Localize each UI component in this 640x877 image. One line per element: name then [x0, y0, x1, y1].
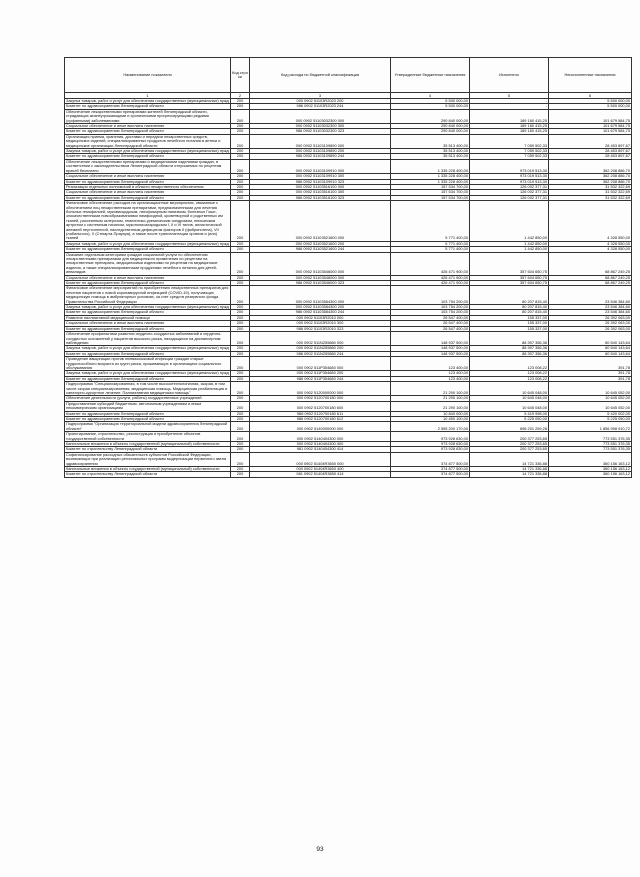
row-unexecuted: 68 867 249,25 — [549, 252, 632, 275]
row-approved: 148 937 500,00 — [391, 332, 470, 346]
row-budget-code: 000 0902 51103032300 300 — [250, 124, 391, 129]
row-code: 200 — [231, 346, 250, 351]
row-executed: 14 721 336,88 — [470, 467, 549, 472]
row-name: Финансовое обеспечение расходов на организационные мероприятия, связанные с обеспечением лиц лекарственными препаратами, предназначенными для лечения больных гемофилией, муковисцидозом, гипофизарным нанизмом, болезнью Гоше, злокачественными новообразованиями лимфоидной, кроветворной и родственных им тканей, рассеянным склерозом, гемолитико-уремическим синдромом, юношеским артритом с системным началом, мукополисахаридозом I, II и VI типов, апластической анемией неуточненной, наследственным дефицитом факторов II (фибриногена), VII (лабильного), X (Стюарта-Прауэра), а также после трансплантации органов и (или) тканей — [65, 201, 231, 242]
row-executed: 10 645 048,00 — [470, 396, 549, 401]
row-approved: 21 290 100,00 — [391, 401, 470, 411]
row-name: Комитет по здравоохранению Ленинградской области — [65, 417, 231, 422]
row-name: Проведение вакцинации против пневмококковой инфекции граждан старше трудоспособного возраста из групп риска, проживающих в организациях социального обслуживания — [65, 357, 231, 371]
row-budget-code: 000 0902 51103109910 300 — [250, 174, 391, 179]
row-budget-code: 986 0902 51103521600 244 — [250, 247, 391, 252]
row-name: Закупка товаров, работ и услуг для обеспечения государственных (муниципальных) нужд — [66, 241, 229, 246]
row-name: Капитальные вложения в объекты государственной (муниципальной) собственности — [65, 467, 231, 472]
row-name: Обеспечение лекарственными препаратами жителей Ленинградской области, страдающих жизнеугрожающими и хроническими прогрессирующими редкими (орфанными) заболеваниями — [65, 109, 231, 123]
row-approved: 374 877 500,00 — [391, 467, 470, 472]
row-code: 200 — [231, 332, 250, 346]
row-code: 200 — [231, 104, 250, 109]
row-unexecuted: 391,78 — [549, 371, 632, 376]
row-executed: 7 059 502,33 — [470, 154, 549, 159]
budget-execution-table — [64, 57, 632, 478]
row-unexecuted: 28 453 897,67 — [549, 149, 632, 154]
row-executed: - — [470, 99, 549, 104]
row-unexecuted: 26 392 063,00 — [549, 315, 632, 320]
row-name: Комитет по здравоохранению Ленинградской области — [65, 326, 231, 331]
row-code: 200 — [231, 315, 250, 320]
row-name: Комитет по здравоохранению Ленинградской области — [65, 376, 231, 381]
row-executed: 5 419 998,00 — [470, 411, 549, 416]
row-unexecuted: 31 532 322,69 — [549, 184, 632, 189]
row-code: 200 — [231, 467, 250, 472]
table-row — [65, 332, 632, 346]
column-index: 6 — [549, 93, 632, 99]
row-code: 200 — [231, 452, 250, 466]
row-budget-code: 000 0902 5140404300 000 — [250, 432, 391, 442]
row-budget-code: 986 0902 51103546000 323 — [250, 281, 391, 286]
row-budget-code: 000 0902 5120700180 000 — [250, 396, 391, 401]
row-approved: 21 290 100,00 — [391, 396, 470, 401]
row-name: Закупка товаров, работ и услуг для обеспечения государственных (муниципальных) нужд — [66, 345, 229, 351]
row-unexecuted: 101 679 584,75 — [549, 124, 632, 129]
row-executed: 973 019 513,30 — [470, 159, 549, 173]
row-budget-code: 000 0902 5120000000 000 — [250, 382, 391, 396]
column-index: 2 — [231, 93, 250, 99]
row-code: 200 — [231, 252, 250, 275]
row-approved: 5 771 400,00 — [391, 201, 470, 242]
table-row — [65, 382, 632, 396]
row-approved: 374 877 500,00 — [391, 452, 470, 466]
row-code: 200 — [231, 129, 250, 134]
row-budget-code: 986 0902 51103584300 244 — [250, 310, 391, 315]
row-executed: 80 207 815,40 — [470, 310, 549, 315]
header-budget-classification: Код расхода по бюджетной классификации — [250, 58, 391, 93]
column-index: 1 — [65, 93, 231, 99]
row-approved: 10 840 000,00 — [391, 411, 470, 416]
row-approved: 1 335 228 400,00 — [391, 159, 470, 173]
row-name: Софинансирование расходных обязательств субъектов Российской Федерации, возникающих при реализации региональных программ модернизации первичного звена здравоохранения — [65, 452, 231, 466]
row-budget-code: 981 0902 5140404300 414 — [250, 447, 391, 452]
row-name: Закупка товаров, работ и услуг для обеспечения государственных (муниципальных) нужд — [66, 148, 229, 154]
row-unexecuted: 23 546 384,60 — [549, 286, 632, 305]
row-budget-code: 000 0902 511P354680 200 — [250, 371, 391, 376]
row-approved: 5 500 000,00 — [391, 99, 470, 104]
row-approved: 103 754 200,00 — [391, 305, 470, 310]
row-approved: 157 534 700,00 — [391, 184, 470, 189]
row-unexecuted: 68 867 249,25 — [549, 281, 632, 286]
row-budget-code: 000 0902 51103516100 300 — [250, 190, 391, 195]
row-executed: 7 059 502,33 — [470, 149, 549, 154]
row-approved: 26 547 400,00 — [391, 321, 470, 326]
row-code: 200 — [231, 326, 250, 331]
row-name: Подпрограмма "Специализированная, в том числе высокотехнологичная, скорая, в том числе скорая специализированная, медицинская помощь. Медицинская реабилитация и санаторно-курортное лечение. Паллиативная медицинская помощь" — [65, 382, 231, 396]
row-name: Комитет по здравоохранению Ленинградской области — [65, 179, 231, 184]
row-executed: 357 604 650,75 — [470, 275, 549, 280]
row-name: Обеспечение деятельности (услуги, работы) государственных учреждений — [65, 396, 231, 401]
row-approved: 103 754 200,00 — [391, 310, 470, 315]
row-executed: 126 002 377,31 — [470, 184, 549, 189]
row-unexecuted: 23 546 384,60 — [549, 310, 632, 315]
row-executed: 1 442 850,00 — [470, 201, 549, 242]
row-budget-code: 986 0902 51103109890 244 — [250, 154, 391, 159]
row-approved: 290 840 000,00 — [391, 129, 470, 134]
row-executed: 698 201 259,28 — [470, 422, 549, 432]
row-executed: 189 160 415,25 — [470, 124, 549, 129]
row-code: 200 — [231, 351, 250, 356]
row-approved: 148 937 500,00 — [391, 351, 470, 356]
row-name: Закупка товаров, работ и услуг для обеспечения государственных (муниципальных) нужд — [66, 370, 229, 376]
row-unexecuted: 773 551 376,35 — [549, 432, 632, 442]
row-unexecuted: 5 500 000,00 — [549, 99, 632, 104]
row-unexecuted: 362 208 886,70 — [549, 179, 632, 184]
row-name: Комитет по здравоохранению Ленинградской области — [65, 310, 231, 315]
row-code: 200 — [231, 201, 250, 242]
row-executed: 123 008,22 — [470, 371, 549, 376]
table-header-row — [65, 58, 632, 93]
row-code: 200 — [231, 154, 250, 159]
row-budget-code: 000 0902 51103032300 000 — [250, 109, 391, 123]
column-index: 4 — [391, 93, 470, 99]
row-budget-code: 000 0902 51103R2010 000 — [250, 315, 391, 320]
row-executed: 155 337,00 — [470, 321, 549, 326]
row-approved: 426 471 900,00 — [391, 281, 470, 286]
row-code: 200 — [231, 281, 250, 286]
row-budget-code: 986 0902 51103032300 323 — [250, 129, 391, 134]
table-row — [65, 401, 632, 411]
row-executed: 126 002 377,31 — [470, 190, 549, 195]
row-executed: 14 721 336,88 — [470, 452, 549, 466]
row-approved: 157 534 700,00 — [391, 190, 470, 195]
row-approved: 35 513 400,00 — [391, 134, 470, 148]
row-name: Развитие паллиативной медицинской помощи — [65, 315, 231, 320]
row-code: 200 — [231, 382, 250, 396]
row-budget-code: 000 0902 51103584300 000 — [250, 286, 391, 305]
row-executed: 5 225 050,00 — [470, 417, 549, 422]
row-unexecuted: 5 500 000,00 — [549, 104, 632, 109]
header-name: Наименование показателя — [65, 58, 231, 93]
row-approved: 123 400,00 — [391, 371, 470, 376]
row-unexecuted: 26 392 063,00 — [549, 326, 632, 331]
header-unexecuted: Неисполненные назначения — [549, 58, 632, 93]
row-unexecuted: 68 867 249,25 — [549, 275, 632, 280]
table-row — [65, 452, 632, 466]
row-executed: 1 442 850,00 — [470, 241, 549, 246]
row-name: Комитет по здравоохранению Ленинградской области — [65, 247, 231, 252]
table-row — [65, 422, 632, 432]
row-approved: 5 500 000,00 — [391, 104, 470, 109]
row-approved: 123 400,00 — [391, 376, 470, 381]
row-name: Оказание отдельным категориям граждан социальной услуги по обеспечению лекарственными препаратами для медицинского применения по рецептам на лекарственные препараты, медицинскими изделиями по рецептам на медицинские изделия, а также специализированными продуктами лечебного питания для детей-инвалидов — [65, 252, 231, 275]
row-executed: 10 645 048,00 — [470, 401, 549, 411]
row-name: Проектирование, строительство, реконструкция и приобретение объектов государственной собственности — [65, 432, 231, 442]
row-executed: 1 442 850,00 — [470, 247, 549, 252]
row-unexecuted: 773 551 376,35 — [549, 447, 632, 452]
row-unexecuted: 362 208 886,70 — [549, 174, 632, 179]
row-approved: 1 335 228 400,00 — [391, 179, 470, 184]
row-code: 200 — [231, 396, 250, 401]
row-approved: 374 877 500,00 — [391, 472, 470, 477]
row-name: Обеспечение лекарственными препаратами и медицинскими изделиями граждан, в соответствии с законодательством Ленинградской области отпускаемых по рецептам врачей бесплатно — [65, 159, 231, 173]
page-number: 93 — [316, 846, 324, 853]
row-approved: 35 513 400,00 — [391, 149, 470, 154]
row-approved: 21 290 100,00 — [391, 382, 470, 396]
row-approved: 290 840 000,00 — [391, 109, 470, 123]
row-unexecuted: 31 532 322,69 — [549, 195, 632, 200]
row-code: 200 — [231, 247, 250, 252]
row-unexecuted: 360 156 163,12 — [549, 472, 632, 477]
header-executed: Исполнено — [470, 58, 549, 93]
row-name: Комитет по здравоохранению Ленинградской области — [65, 281, 231, 286]
row-name: Капитальные вложения в объекты государственной (муниципальной) собственности — [65, 442, 231, 447]
row-approved: 5 771 400,00 — [391, 241, 470, 246]
row-code: 200 — [231, 124, 250, 129]
row-unexecuted: 28 453 897,67 — [549, 154, 632, 159]
row-unexecuted: 26 392 063,00 — [549, 321, 632, 326]
row-name: Подпрограмма "Организация территориальной модели здравоохранения Ленинградской области" — [65, 422, 231, 432]
header-approved: Утвержденные бюджетные назначения — [391, 58, 470, 93]
row-budget-code: 000 0902 511N255860 000 — [250, 332, 391, 346]
table-row — [65, 159, 632, 173]
row-approved: 5 771 400,00 — [391, 247, 470, 252]
row-approved: 2 555 200 170,00 — [391, 422, 470, 432]
row-name: Социальное обеспечение и иные выплаты населению — [65, 124, 231, 129]
row-code: 200 — [231, 99, 250, 104]
row-name: Социальное обеспечение и иные выплаты населению — [65, 174, 231, 179]
row-name: Реализация отдельных полномочий в области лекарственного обеспечения — [65, 184, 231, 189]
row-executed: 200 377 253,65 — [470, 442, 549, 447]
row-approved: 1 335 228 400,00 — [391, 174, 470, 179]
row-unexecuted: 1 856 998 910,72 — [549, 422, 632, 432]
row-budget-code: 000 0902 51103516100 000 — [250, 184, 391, 189]
row-code: 200 — [231, 411, 250, 416]
row-approved: 103 754 200,00 — [391, 286, 470, 305]
row-budget-code: 000 0902 5120700180 600 — [250, 401, 391, 411]
row-unexecuted: 391,78 — [549, 376, 632, 381]
row-name: Социальное обеспечение и иные выплаты населению — [65, 275, 231, 280]
row-budget-code: 000 0902 5140404300 400 — [250, 442, 391, 447]
row-executed: - — [470, 104, 549, 109]
row-unexecuted: 391,78 — [549, 357, 632, 371]
row-unexecuted: 31 532 322,69 — [549, 190, 632, 195]
row-unexecuted: 5 420 002,00 — [549, 411, 632, 416]
row-executed: 10 645 048,00 — [470, 382, 549, 396]
row-budget-code: 986 0902 5120700180 611 — [250, 411, 391, 416]
row-executed: 973 019 513,30 — [470, 179, 549, 184]
row-name: Организация приема, хранения, доставки и передачи лекарственных средств, медицинских изделий, специализированных продуктов лечебного питания в аптеки и медицинские организации Ленинградской области — [65, 134, 231, 148]
row-executed: 189 160 415,25 — [470, 109, 549, 123]
row-name: Предоставление субсидий бюджетным, автономным учреждениям и иным некоммерческим организациям — [65, 401, 231, 411]
row-executed: 88 397 356,36 — [470, 346, 549, 351]
row-budget-code: 000 0902 5140000000 000 — [250, 422, 391, 432]
row-code: 200 — [231, 305, 250, 310]
row-name: Комитет по строительству Ленинградской области — [65, 447, 231, 452]
row-unexecuted: 360 156 163,12 — [549, 467, 632, 472]
row-approved: 123 400,00 — [391, 357, 470, 371]
row-budget-code: 000 0902 51103109890 200 — [250, 149, 391, 154]
row-code: 200 — [231, 174, 250, 179]
row-code: 200 — [231, 134, 250, 148]
row-executed: 7 059 502,33 — [470, 134, 549, 148]
row-code: 200 — [231, 447, 250, 452]
row-unexecuted: 773 551 376,35 — [549, 442, 632, 447]
row-code: 200 — [231, 241, 250, 246]
row-unexecuted: 101 679 584,75 — [549, 129, 632, 134]
row-code: 200 — [231, 357, 250, 371]
table-row — [65, 286, 632, 305]
row-unexecuted: 360 156 163,12 — [549, 452, 632, 466]
row-budget-code: 986 0902 51103516100 323 — [250, 195, 391, 200]
row-executed: 88 397 356,36 — [470, 351, 549, 356]
table-row — [65, 109, 632, 123]
row-unexecuted: 60 540 143,64 — [549, 346, 632, 351]
row-budget-code: 986 0902 51103R2010 323 — [250, 326, 391, 331]
row-unexecuted: 10 645 052,00 — [549, 396, 632, 401]
row-budget-code: 986 0902 511N255860 244 — [250, 351, 391, 356]
row-approved: 10 450 100,00 — [391, 417, 470, 422]
row-code: 200 — [231, 286, 250, 305]
row-budget-code: 000 0902 511N255860 200 — [250, 346, 391, 351]
row-code: 200 — [231, 179, 250, 184]
row-approved: 973 928 630,00 — [391, 442, 470, 447]
column-index: 5 — [470, 93, 549, 99]
row-executed: 88 397 356,36 — [470, 332, 549, 346]
row-approved: 426 471 900,00 — [391, 252, 470, 275]
row-executed: 80 207 815,40 — [470, 286, 549, 305]
column-index: 3 — [250, 93, 391, 99]
row-unexecuted: 4 328 550,00 — [549, 247, 632, 252]
row-name: Комитет по здравоохранению Ленинградской области — [65, 104, 231, 109]
row-name: Финансовое обеспечение мероприятий по приобретению лекарственных препаратов для лечения пациентов с новой коронавирусной инфекцией (COVID-19), получающих медицинскую помощь в амбулаторных условиях, за счет средств резервного фонда Правительства Российской Федерации — [65, 286, 231, 305]
header-row-code: Код стро ки — [231, 58, 250, 93]
row-name: Комитет по здравоохранению Ленинградской области — [65, 351, 231, 356]
row-budget-code: 000 0902 51103546000 000 — [250, 252, 391, 275]
row-budget-code: 981 0902 51404R3650 414 — [250, 472, 391, 477]
row-code: 200 — [231, 275, 250, 280]
row-approved: 26 547 400,00 — [391, 315, 470, 320]
row-budget-code: 986 0902 51103109910 323 — [250, 179, 391, 184]
row-budget-code: 000 0902 51103109910 000 — [250, 159, 391, 173]
row-budget-code: 000 0902 51103584300 200 — [250, 305, 391, 310]
row-executed: 200 377 253,65 — [470, 432, 549, 442]
row-code: 200 — [231, 472, 250, 477]
row-code: 200 — [231, 109, 250, 123]
row-approved: 290 840 000,00 — [391, 124, 470, 129]
row-budget-code: 000 0902 51103109890 000 — [250, 134, 391, 148]
table-row — [65, 432, 632, 442]
row-code: 200 — [231, 432, 250, 442]
row-code: 200 — [231, 376, 250, 381]
table-row — [65, 357, 632, 371]
row-executed: 155 337,00 — [470, 326, 549, 331]
row-executed: 123 008,22 — [470, 376, 549, 381]
row-code: 200 — [231, 195, 250, 200]
row-name: Социальное обеспечение и иные выплаты населению — [65, 321, 231, 326]
row-executed: 155 337,00 — [470, 315, 549, 320]
row-approved: 157 534 700,00 — [391, 195, 470, 200]
row-budget-code: 986 0902 51103R2023 244 — [250, 104, 391, 109]
row-executed: 973 019 513,30 — [470, 174, 549, 179]
row-unexecuted: 4 328 550,00 — [549, 241, 632, 246]
row-executed: 189 160 415,25 — [470, 129, 549, 134]
row-approved: 973 928 630,00 — [391, 447, 470, 452]
row-code: 200 — [231, 442, 250, 447]
row-code: 200 — [231, 401, 250, 411]
row-code: 200 — [231, 190, 250, 195]
row-budget-code: 000 0902 51103521600 200 — [250, 241, 391, 246]
row-budget-code: 000 0902 51103546000 300 — [250, 275, 391, 280]
row-budget-code: 000 0902 51103521600 000 — [250, 201, 391, 242]
row-executed: 200 377 253,65 — [470, 447, 549, 452]
row-unexecuted: 5 225 050,00 — [549, 417, 632, 422]
row-executed: 80 207 815,40 — [470, 305, 549, 310]
table-row — [65, 472, 632, 477]
table-body — [65, 99, 632, 478]
row-code: 200 — [231, 321, 250, 326]
row-code: 200 — [231, 310, 250, 315]
table-row — [65, 134, 632, 148]
row-budget-code: 000 0902 51103R2010 300 — [250, 321, 391, 326]
row-unexecuted: 4 328 550,00 — [549, 201, 632, 242]
row-approved: 148 937 500,00 — [391, 346, 470, 351]
table-row — [65, 201, 632, 242]
row-code: 200 — [231, 422, 250, 432]
row-budget-code: 000 0902 51404R3650 400 — [250, 467, 391, 472]
row-name: Комитет по здравоохранению Ленинградской области — [65, 129, 231, 134]
row-name: Комитет по здравоохранению Ленинградской области — [65, 195, 231, 200]
row-budget-code: 986 0902 5120700180 612 — [250, 417, 391, 422]
row-approved: 26 547 400,00 — [391, 326, 470, 331]
row-budget-code: 000 0902 51404R3650 000 — [250, 452, 391, 466]
row-code: 200 — [231, 159, 250, 173]
row-code: 200 — [231, 184, 250, 189]
row-unexecuted: 10 645 052,00 — [549, 382, 632, 396]
row-executed: 126 002 377,31 — [470, 195, 549, 200]
row-unexecuted: 60 540 143,64 — [549, 351, 632, 356]
row-unexecuted: 10 645 052,00 — [549, 401, 632, 411]
row-code: 200 — [231, 149, 250, 154]
row-budget-code: 986 0902 511P354680 244 — [250, 376, 391, 381]
row-unexecuted: 60 540 143,64 — [549, 332, 632, 346]
row-executed: 357 604 650,75 — [470, 252, 549, 275]
row-name: Комитет по здравоохранению Ленинградской области — [65, 411, 231, 416]
row-code: 200 — [231, 417, 250, 422]
row-executed: 14 721 336,88 — [470, 472, 549, 477]
row-budget-code: 000 0902 51103R2023 200 — [250, 99, 391, 104]
row-unexecuted: 101 679 584,75 — [549, 109, 632, 123]
row-budget-code: 000 0902 511P354680 000 — [250, 357, 391, 371]
row-name: Обеспечение профилактики развития сердечно-сосудистых заболеваний и сердечно-сосудистых осложнений у пациентов высокого риска, находящихся на диспансерном наблюдении — [65, 332, 231, 346]
row-approved: 35 513 400,00 — [391, 154, 470, 159]
table-row — [65, 252, 632, 275]
row-unexecuted: 28 453 897,67 — [549, 134, 632, 148]
row-name: Закупка товаров, работ и услуг для обеспечения государственных (муниципальных) нужд — [66, 98, 229, 103]
row-approved: 973 928 630,00 — [391, 432, 470, 442]
row-name: Комитет по строительству Ленинградской области — [65, 472, 231, 477]
row-name: Социальное обеспечение и иные выплаты населению — [65, 190, 231, 195]
row-unexecuted: 362 208 886,70 — [549, 159, 632, 173]
row-executed: 357 604 650,75 — [470, 281, 549, 286]
row-code: 200 — [231, 371, 250, 376]
row-approved: 426 471 900,00 — [391, 275, 470, 280]
row-name: Комитет по здравоохранению Ленинградской области — [65, 154, 231, 159]
row-name: Закупка товаров, работ и услуг для обеспечения государственных (муниципальных) нужд — [66, 304, 229, 310]
row-unexecuted: 23 546 384,60 — [549, 305, 632, 310]
row-executed: 123 008,22 — [470, 357, 549, 371]
